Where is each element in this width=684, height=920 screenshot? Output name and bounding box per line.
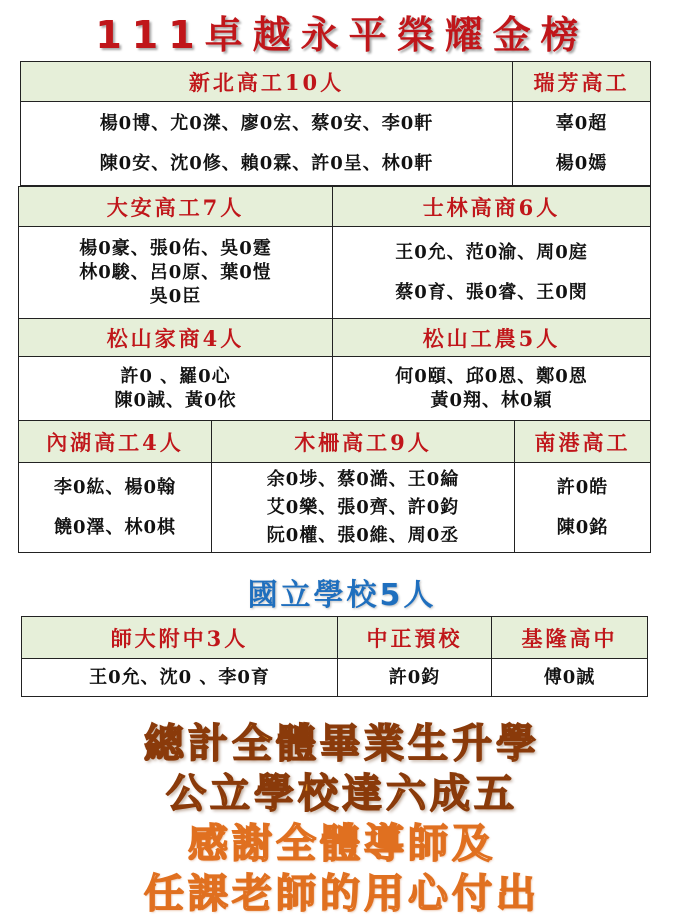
footer-line-4: 任課老師的用心付出	[144, 871, 540, 917]
name-line: 何0頤、邱0恩、鄭0恩	[395, 365, 588, 387]
name-line: 蔡0育、張0睿、王0閔	[395, 281, 588, 303]
school-header-xinbei: 新北高工10人	[21, 62, 513, 102]
names-nangang	[515, 463, 651, 553]
name-line: 許0 、羅0心	[120, 365, 231, 387]
school-header-songshan-gongnong: 松山工農5人	[333, 319, 651, 357]
name-line: 許0皓	[556, 476, 609, 498]
school-header-daan: 大安高工7人	[19, 187, 333, 227]
name-line: 楊0博、尤0滐、廖0宏、蔡0安、李0軒	[99, 112, 434, 134]
name-line: 楊0嫣	[555, 152, 608, 174]
names-daan	[19, 227, 333, 319]
name-line: 吳0臣	[149, 285, 202, 307]
school-header-muzha: 木柵高工9人	[212, 421, 515, 463]
name-line: 余0埗、蔡0澔、王0綸	[266, 468, 460, 490]
names-songshan-gongnong	[333, 357, 651, 421]
school-header-songshan-jiashang: 松山家商4人	[19, 319, 333, 357]
school-header-shilin: 士林高商6人	[333, 187, 651, 227]
names-muzha	[212, 463, 515, 553]
names-shida-fuzhong: 王0允、沈0 、李0育	[22, 659, 338, 697]
name-line: 陳0誠、黃0依	[114, 389, 237, 411]
table-songshan	[18, 318, 651, 421]
names-xinbei	[21, 102, 513, 186]
school-header-shida-fuzhong: 師大附中3人	[22, 617, 338, 659]
names-ruifang	[513, 102, 651, 186]
name-line: 李0紘、楊0翰	[53, 476, 177, 498]
name-line: 辜0超	[555, 112, 608, 134]
school-header-keelung: 基隆高中	[492, 617, 648, 659]
name-line: 艾0樂、張0齊、許0鈞	[266, 496, 460, 518]
name-line: 陳0安、沈0修、賴0霖、許0呈、林0軒	[99, 152, 434, 174]
name-line: 阮0權、張0維、周0丞	[266, 524, 460, 546]
national-schools-heading: 國立學校5人	[247, 578, 437, 613]
name-line: 黃0翔、林0穎	[430, 389, 553, 411]
school-header-zhongzheng: 中正預校	[338, 617, 492, 659]
table-xinbei-ruifang	[20, 61, 651, 186]
names-shilin	[333, 227, 651, 319]
names-keelung: 傅0誠	[492, 659, 648, 697]
footer-line-3: 感謝全體導師及	[188, 821, 496, 867]
name-line: 饒0澤、林0棋	[53, 516, 177, 538]
page-title: 111卓越永平榮耀金榜	[95, 13, 589, 57]
school-header-neihu: 內湖高工4人	[19, 421, 212, 463]
name-line: 林0駿、呂0原、葉0愷	[79, 261, 272, 283]
footer-line-2: 公立學校達六成五	[166, 771, 518, 817]
names-zhongzheng: 許0鈞	[338, 659, 492, 697]
table-neihu-muzha-nangang	[18, 420, 651, 553]
name-line: 王0允、范0渝、周0庭	[395, 241, 588, 263]
names-songshan-jiashang	[19, 357, 333, 421]
name-line: 陳0銘	[556, 516, 609, 538]
name-line: 楊0豪、張0佑、吳0霆	[79, 237, 272, 259]
footer-line-1: 總計全體畢業生升學	[144, 721, 540, 767]
names-neihu	[19, 463, 212, 553]
school-header-ruifang: 瑞芳高工	[513, 62, 651, 102]
table-daan-shilin	[18, 186, 651, 319]
table-national-schools	[21, 616, 648, 697]
school-header-nangang: 南港高工	[515, 421, 651, 463]
